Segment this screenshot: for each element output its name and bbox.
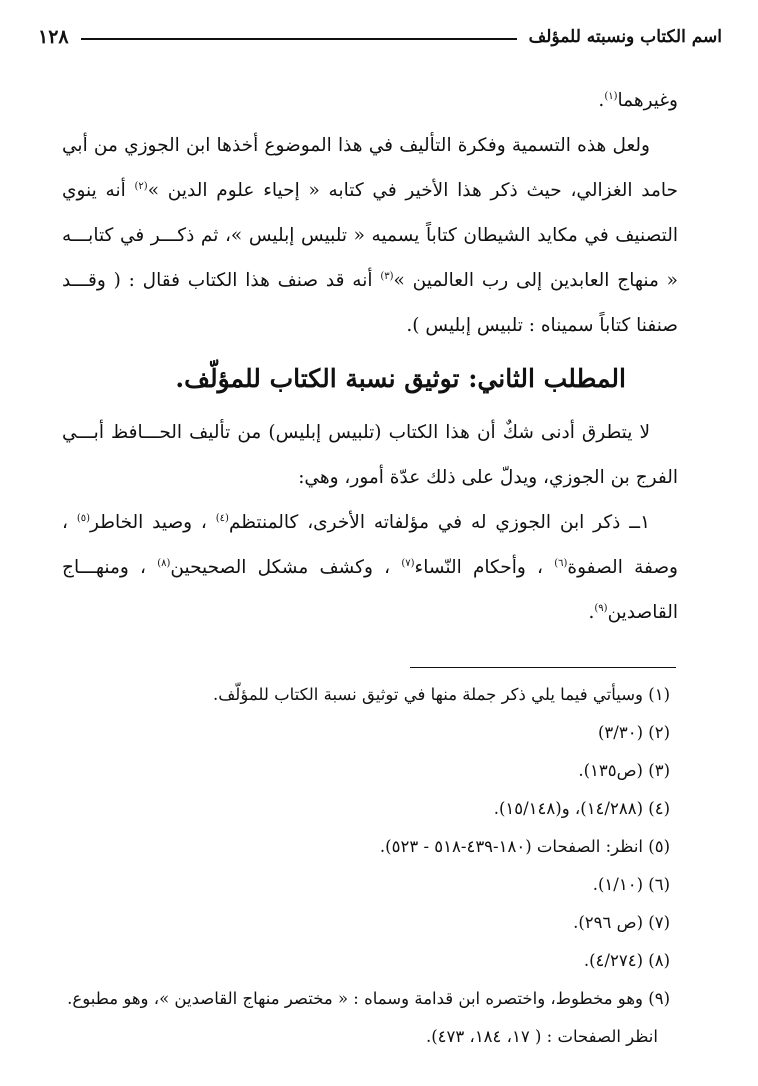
footnote: (٢) (٣/٣٠) [597, 723, 670, 742]
text-run: ، ومنهـــاج [62, 557, 158, 578]
footnote-ref[interactable]: (٨) [157, 557, 171, 569]
main-text [62, 78, 678, 635]
text-run: ، وصيد الخاطر [90, 512, 216, 533]
text-line [62, 168, 678, 213]
footnote-ref[interactable]: (٦) [554, 557, 568, 569]
section-heading: المطلب الثاني: توثيق نسبة الكتاب للمؤلّف. [175, 364, 626, 393]
footnote-ref[interactable]: (٣) [380, 270, 394, 282]
text-run: . [588, 602, 595, 623]
footnote-continuation: انظر الصفحات : ( ١٧، ١٨٤، ٤٧٣). [425, 1027, 658, 1046]
footnote-ref[interactable]: (٧) [401, 557, 415, 569]
text-run: وغيرهما [617, 90, 678, 111]
text-line [62, 500, 678, 545]
footnote: (٩) وهو مخطوط، واختصره ابن قدامة وسماه : « مختصر منهاج القاصدين »، وهو مطبوع. [67, 989, 670, 1008]
footnote: (٤) (١٤/٢٨٨)، و(١٥/١٤٨). [493, 799, 670, 818]
text-run: . [598, 90, 605, 111]
text-run: حامد الغزالي، حيث ذكر هذا الأخير في كتابه « إحياء علوم الدين » [147, 180, 678, 201]
text-run: أنه ينوي [62, 180, 135, 201]
footnote: (٧) (ص ٢٩٦). [573, 913, 670, 932]
header-rule [81, 38, 517, 40]
text-line [62, 258, 678, 303]
footnote: (١) وسيأتي فيما يلي ذكر جملة منها في توثيق نسبة الكتاب للمؤلّف. [212, 685, 670, 704]
text-run: ، وأحكام النّساء [414, 557, 555, 578]
text-run: ، وكشف مشكل الصحيحين [170, 557, 402, 578]
footnote-ref[interactable]: (٢) [134, 180, 148, 192]
header-title: اسم الكتاب ونسبته للمؤلف [528, 27, 722, 47]
text-run: أنه قد صنف هذا الكتاب فقال : ( وقـــد [62, 270, 381, 291]
footnote-ref[interactable]: (٤) [215, 512, 229, 524]
text-run: ١ــ ذكر ابن الجوزي له في مؤلفاته الأخرى، كالمنتظم [228, 512, 650, 533]
footnote: (٦) (١/١٠). [592, 875, 670, 894]
text-line [62, 590, 678, 635]
text-line [62, 78, 678, 123]
text-run: القاصدين [607, 602, 678, 623]
text-line: الفرج بن الجوزي، ويدلّ على ذلك عدّة أمور، وهي: [298, 467, 678, 488]
footnote-ref[interactable]: (١) [604, 90, 618, 102]
footnote-ref[interactable]: (٥) [76, 512, 91, 524]
text-line [62, 545, 678, 590]
footnote: (٥) انظر: الصفحات (١٨٠-٤٣٩-٥١٨ - ٥٢٣). [379, 837, 670, 856]
footnotes [62, 676, 670, 1056]
text-run: « منهاج العابدين إلى رب العالمين » [393, 270, 678, 291]
text-run: وصفة الصفوة [567, 557, 678, 578]
text-line: ولعل هذه التسمية وفكرة التأليف في هذا الموضوع أخذها ابن الجوزي من أبي [62, 135, 650, 156]
page-number: ١٢٨ [38, 26, 69, 48]
footnote-separator [410, 667, 676, 668]
text-line: لا يتطرق أدنى شكٌ أن هذا الكتاب (تلبيس إبليس) من تأليف الحـــافظ أبـــي [62, 422, 650, 443]
footnote-ref[interactable]: (٩) [594, 602, 608, 614]
footnote: (٨) (٤/٢٧٤). [583, 951, 670, 970]
text-line: صنفنا كتاباً سميناه : تلبيس إبليس ). [406, 315, 678, 336]
running-header [38, 20, 722, 54]
text-run: ، [62, 512, 77, 533]
text-line: التصنيف في مكايد الشيطان كتاباً يسميه « تلبيس إبليس »، ثم ذكـــر في كتابـــه [62, 225, 678, 246]
footnote: (٣) (ص١٣٥). [578, 761, 670, 780]
